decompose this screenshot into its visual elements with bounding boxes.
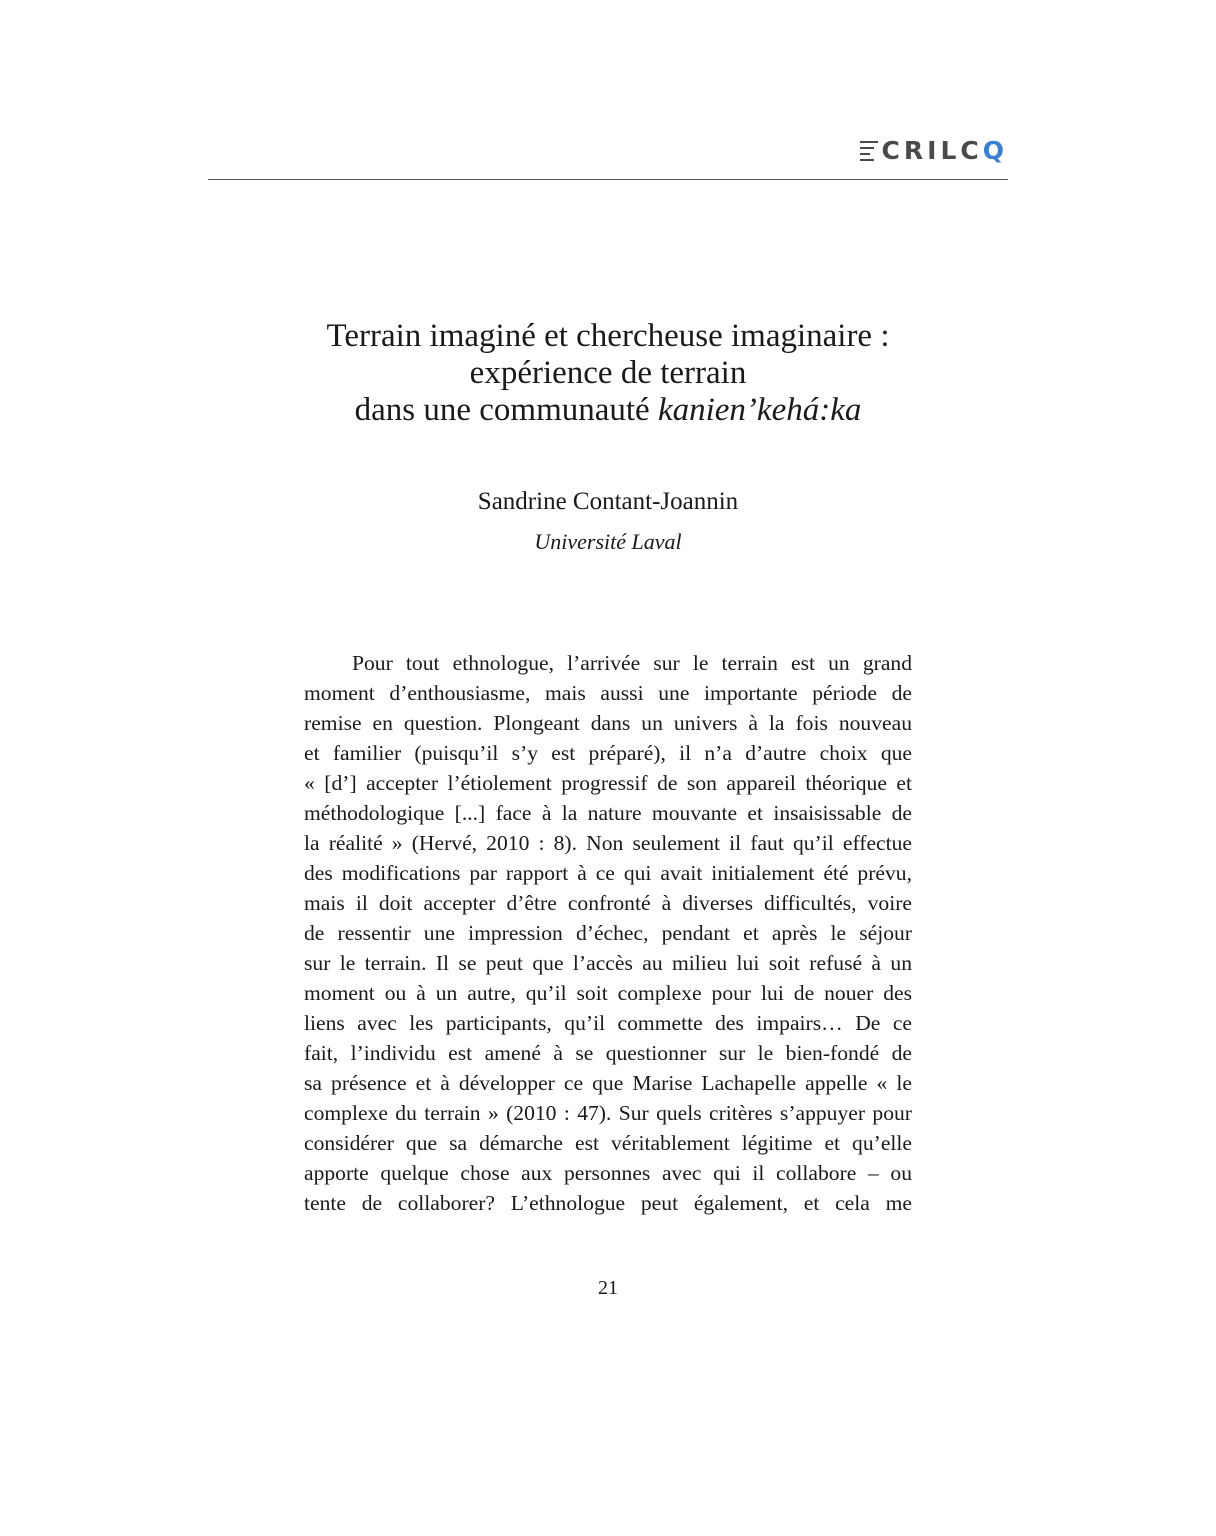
page-header <box>208 128 1008 180</box>
body-line: des modifications par rapport à ce qui avait initialement été prévu, <box>304 861 912 885</box>
body-line: sa présence et à développer ce que Marise Lachapelle appelle « le <box>304 1071 912 1095</box>
header-rule <box>208 179 1008 180</box>
body-line: mais il doit accepter d’être confronté à diverses difficultés, voire <box>304 891 912 915</box>
body-line: méthodologique [...] face à la nature mouvante et insaisissable de <box>304 801 912 825</box>
body-line: la réalité » (Hervé, 2010 : 8). Non seulement il faut qu’il effectue <box>304 831 912 855</box>
page-number: 21 <box>598 1277 618 1299</box>
body-line: liens avec les participants, qu’il commette des impairs… De ce <box>304 1011 912 1035</box>
author-affiliation: Université Laval <box>534 529 682 554</box>
title-line-2: expérience de terrain <box>469 355 747 391</box>
body-line: moment d’enthousiasme, mais aussi une importante période de <box>304 681 912 705</box>
body-line: moment ou à un autre, qu’il soit complexe pour lui de nouer des <box>304 981 912 1005</box>
body-line: et familier (puisqu’il s’y est préparé), il n’a d’autre choix que <box>304 741 912 765</box>
body-line: « [d’] accepter l’étiolement progressif de son appareil théorique et <box>304 771 912 795</box>
crilcq-logo <box>860 136 1008 166</box>
body-line: Pour tout ethnologue, l’arrivée sur le terrain est un grand <box>352 651 912 675</box>
title-italic-term: kanien’kehá:ka <box>657 392 862 428</box>
article-title <box>208 318 1008 429</box>
author-name: Sandrine Contant-Joannin <box>477 488 739 515</box>
body-line: apporte quelque chose aux personnes avec qui il collabore – ou <box>304 1161 912 1185</box>
body-line: tente de collaborer? L’ethnologue peut également, et cela me <box>304 1191 912 1215</box>
body-line: fait, l’individu est amené à se questionner sur le bien-fondé de <box>304 1041 912 1065</box>
title-line-3: dans une communauté kanien’kehá:ka <box>354 392 862 428</box>
body-paragraph <box>304 648 912 1218</box>
body-line: remise en question. Plongeant dans un univers à la fois nouveau <box>304 711 912 735</box>
body-line: de ressentir une impression d’échec, pendant et après le séjour <box>304 921 912 945</box>
stacked-lines-icon <box>860 141 878 161</box>
title-line-1: Terrain imaginé et chercheuse imaginaire : <box>326 318 890 354</box>
body-line: considérer que sa démarche est véritablement légitime et qu’elle <box>304 1131 912 1155</box>
logo-text: CRILCQ <box>881 136 1008 165</box>
body-line: complexe du terrain » (2010 : 47). Sur quels critères s’appuyer pour <box>304 1101 912 1125</box>
body-line: sur le terrain. Il se peut que l’accès au milieu lui soit refusé à un <box>304 951 912 975</box>
